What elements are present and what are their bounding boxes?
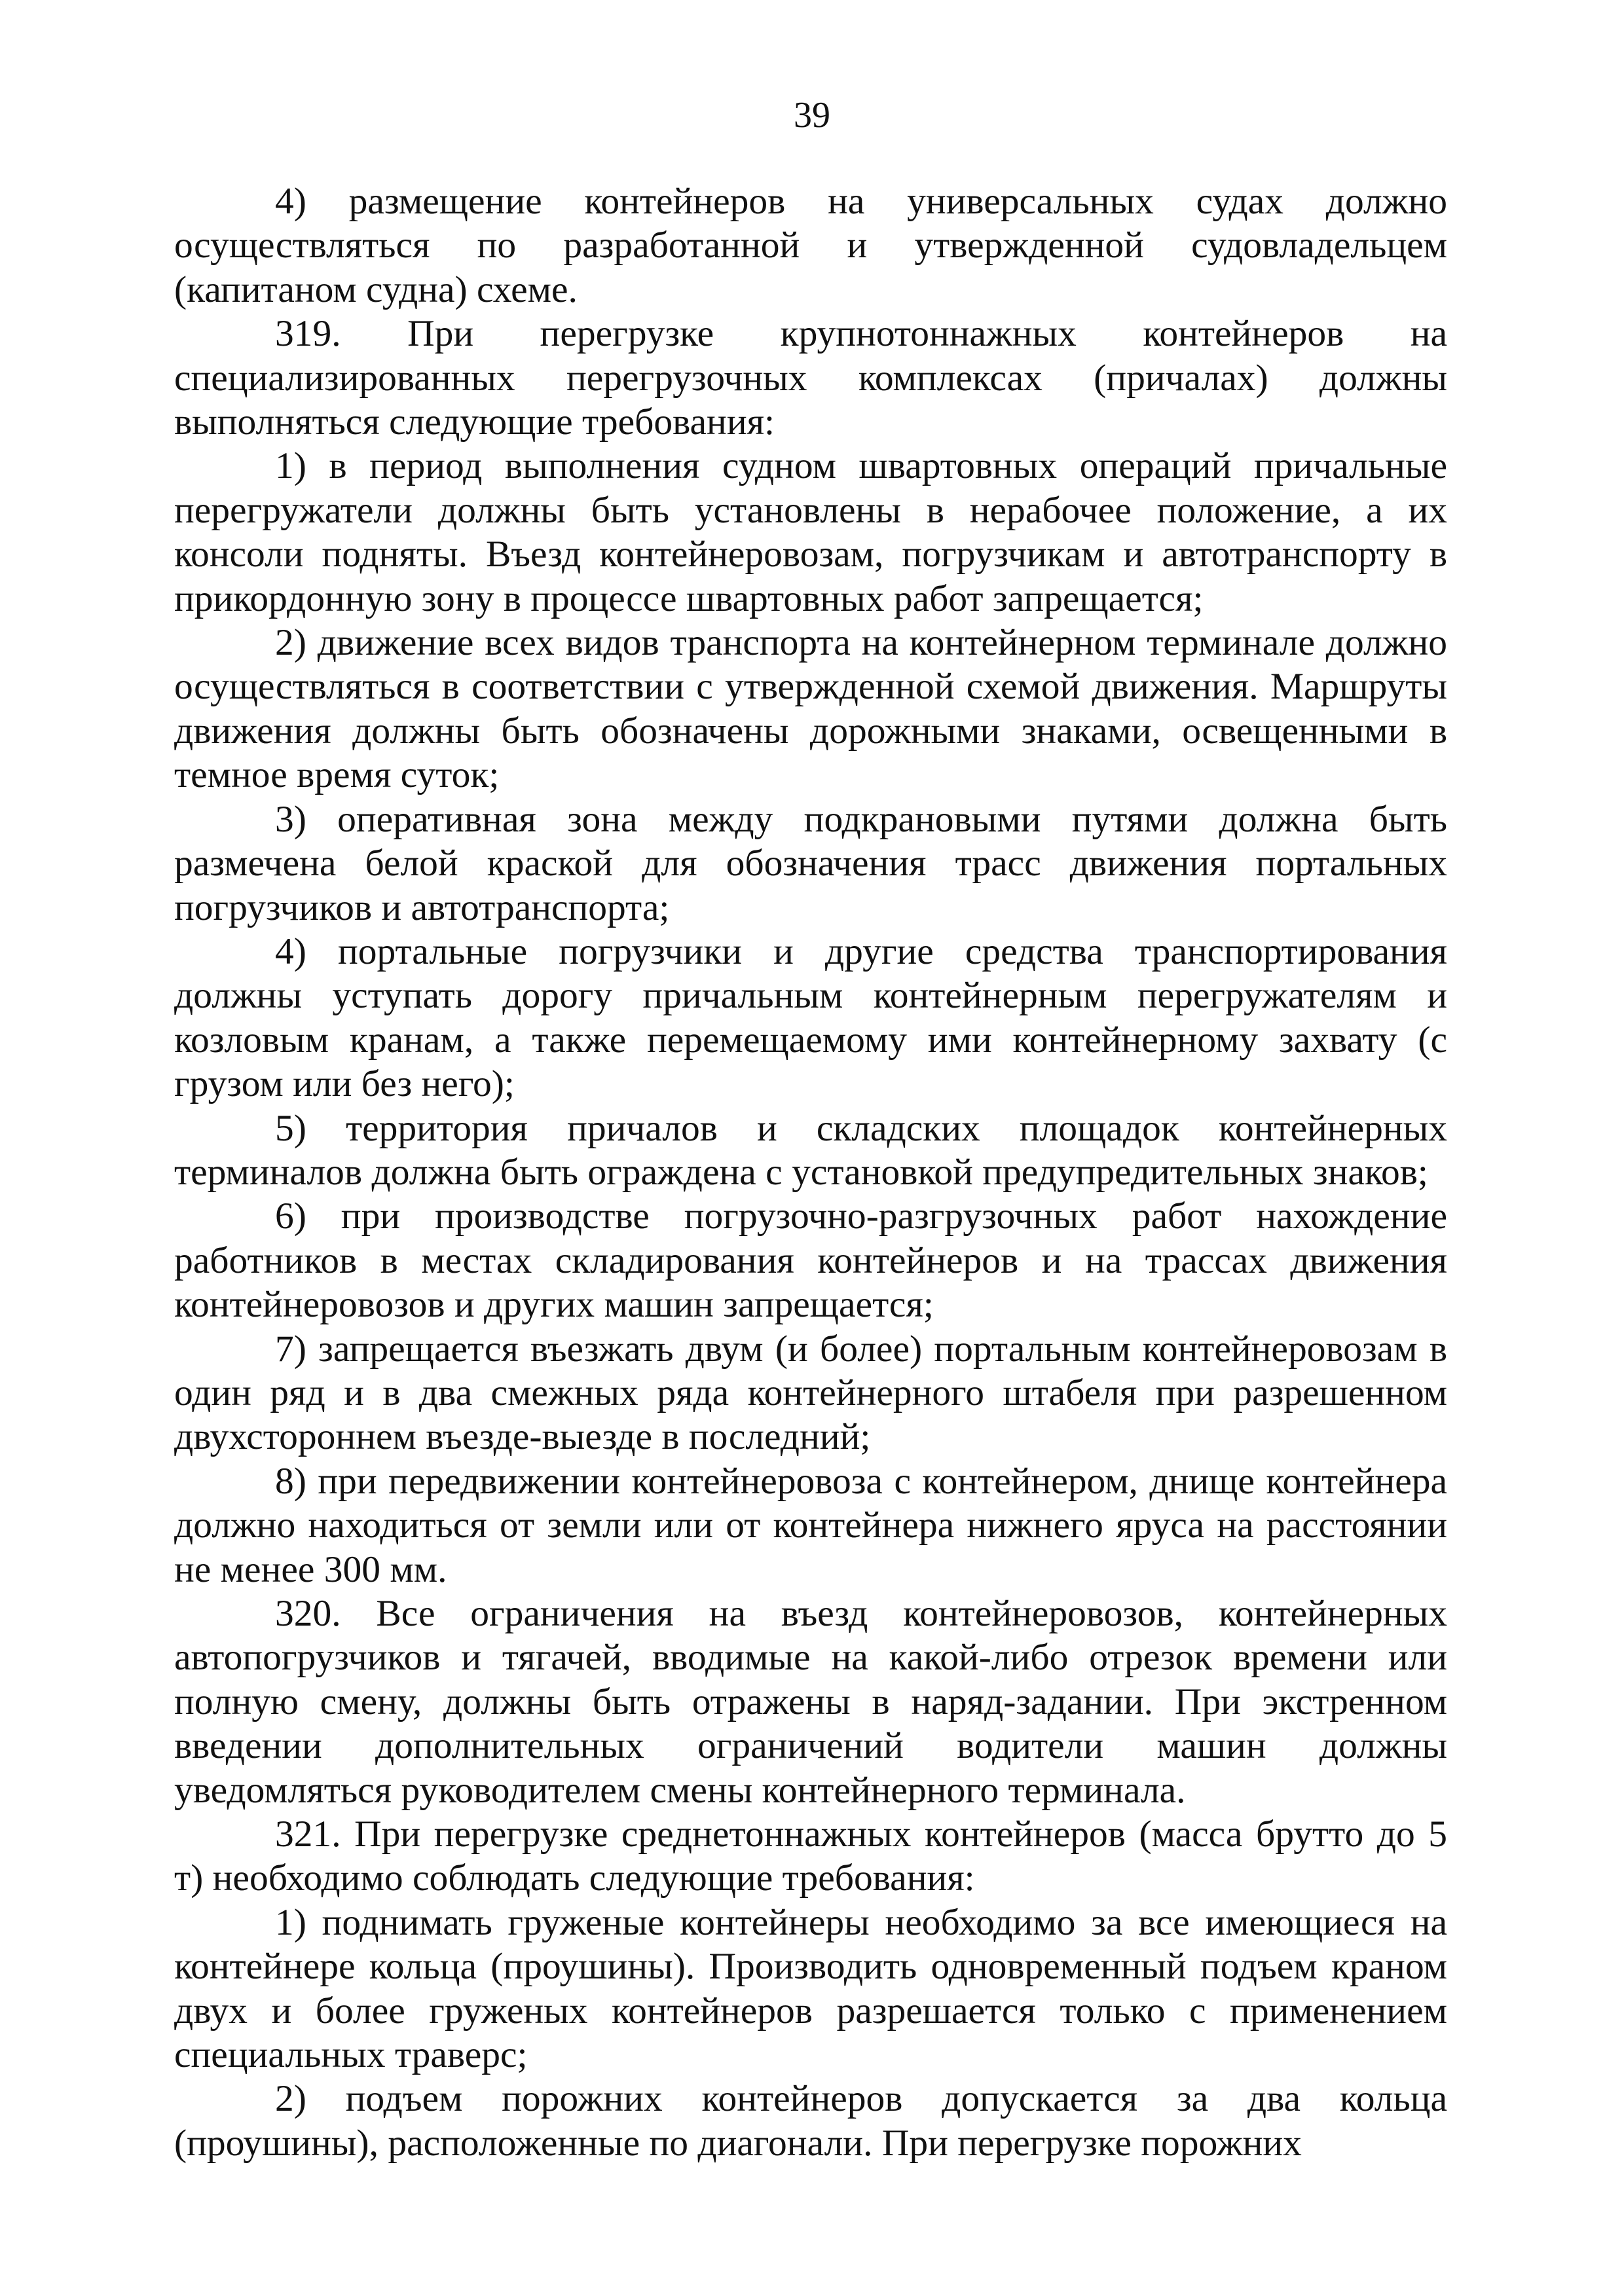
- paragraph-8: 6) при производстве погрузочно-разгрузочных работ нахождение работников в местах складирования контейнеров и на трассах движения контейнеровозов и других машин запрещается;: [174, 1195, 1447, 1326]
- paragraph-7: 5) территория причалов и складских площадок контейнерных терминалов должна быть ограждена с установкой предупредительных знаков;: [174, 1107, 1447, 1193]
- paragraph-6: 4) портальные погрузчики и другие средства транспортирования должны уступать дорогу причальным контейнерным перегружателям и козловым кранам, а также перемещаемому ими контейнерному захвату (с грузом или без него);: [174, 930, 1447, 1105]
- paragraph-12: 321. При перегрузке среднетоннажных контейнеров (масса брутто до 5 т) необходимо соблюдать следующие требования:: [174, 1813, 1447, 1899]
- paragraph-4: 2) движение всех видов транспорта на контейнерном терминале должно осуществляться в соответствии с утвержденной схемой движения. Маршруты движения должны быть обозначены дорожными знаками, освещенными в темное время суток;: [174, 622, 1447, 796]
- paragraph-3: 1) в период выполнения судном швартовных операций причальные перегружатели должны быть установлены в нерабочее положение, а их консоли подняты. Въезд контейнеровозам, погрузчикам и автотранспорту в прикордонную зону в процессе швартовных работ запрещается;: [174, 445, 1447, 619]
- paragraph-1: 4) размещение контейнеров на универсальных судах должно осуществляться по разработанной и утвержденной судовладельцем (капитаном судна) схеме.: [174, 181, 1447, 310]
- page-number: 39: [794, 95, 830, 136]
- document-body: [174, 179, 1447, 2165]
- paragraph-14: 2) подъем порожних контейнеров допускается за два кольца (проушины), расположенные по диагонали. При перегрузке порожних: [174, 2078, 1447, 2164]
- paragraph-2: 319. При перегрузке крупнотоннажных контейнеров на специализированных перегрузочных комплексах (причалах) должны выполняться следующие требования:: [174, 313, 1447, 443]
- paragraph-11: 320. Все ограничения на въезд контейнеровозов, контейнерных автопогрузчиков и тягачей, вводимые на какой-либо отрезок времени или полную смену, должны быть отражены в наряд-задании. При экстренном введении дополнительных ограничений водители машин должны уведомляться руководителем смены контейнерного терминала.: [174, 1593, 1447, 1811]
- paragraph-5: 3) оперативная зона между подкрановыми путями должна быть размечена белой краской для обозначения трасс движения портальных погрузчиков и автотранспорта;: [174, 798, 1447, 928]
- paragraph-10: 8) при передвижении контейнеровоза с контейнером, днище контейнера должно находиться от земли или от контейнера нижнего яруса на расстоянии не менее 300 мм.: [174, 1460, 1447, 1590]
- paragraph-9: 7) запрещается въезжать двум (и более) портальным контейнеровозам в один ряд и в два смежных ряда контейнерного штабеля при разрешенном двухстороннем въезде-выезде в последний;: [174, 1328, 1447, 1458]
- paragraph-13: 1) поднимать груженые контейнеры необходимо за все имеющиеся на контейнере кольца (проушины). Производить одновременный подъем краном двух и более груженых контейнеров разрешается только с применением специальных траверс;: [174, 1901, 1447, 2076]
